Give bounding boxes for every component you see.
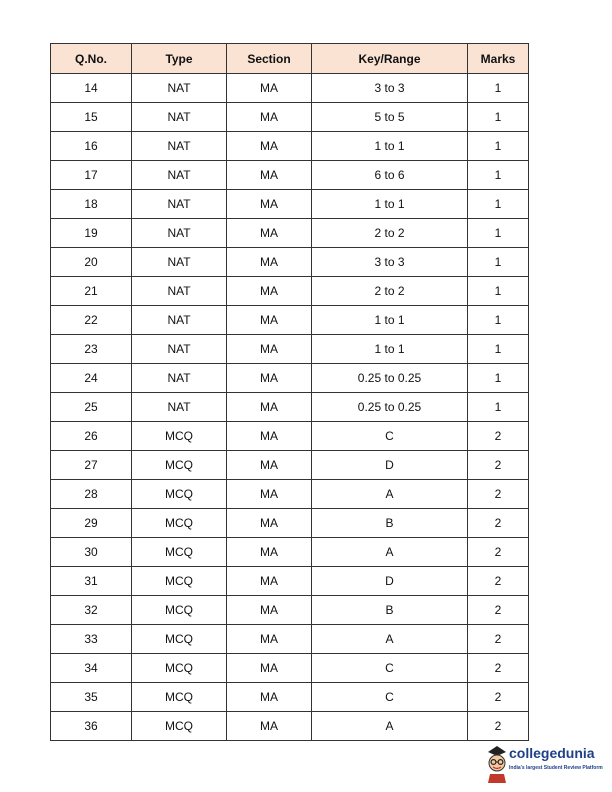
cell-key-range: C — [312, 683, 468, 712]
cell-qno: 19 — [51, 219, 132, 248]
table-row — [51, 596, 529, 625]
cell-type: MCQ — [132, 625, 227, 654]
cell-qno: 16 — [51, 132, 132, 161]
table-row — [51, 219, 529, 248]
table-row — [51, 132, 529, 161]
cell-marks: 2 — [468, 538, 529, 567]
cell-key-range: B — [312, 596, 468, 625]
cell-marks: 2 — [468, 567, 529, 596]
table-row — [51, 538, 529, 567]
cell-qno: 30 — [51, 538, 132, 567]
cell-section: MA — [227, 625, 312, 654]
cell-key-range: 1 to 1 — [312, 190, 468, 219]
cell-type: MCQ — [132, 654, 227, 683]
cell-key-range: C — [312, 422, 468, 451]
cell-marks: 1 — [468, 364, 529, 393]
table-row — [51, 190, 529, 219]
cell-type: NAT — [132, 364, 227, 393]
cell-section: MA — [227, 596, 312, 625]
cell-section: MA — [227, 509, 312, 538]
cell-qno: 33 — [51, 625, 132, 654]
cell-type: MCQ — [132, 683, 227, 712]
cell-key-range: 3 to 3 — [312, 74, 468, 103]
cell-section: MA — [227, 132, 312, 161]
cell-key-range: 0.25 to 0.25 — [312, 393, 468, 422]
cell-marks: 1 — [468, 393, 529, 422]
cell-marks: 1 — [468, 74, 529, 103]
cell-section: MA — [227, 567, 312, 596]
cell-section: MA — [227, 451, 312, 480]
cell-type: MCQ — [132, 712, 227, 741]
table-row — [51, 161, 529, 190]
header-qno: Q.No. — [51, 44, 132, 74]
table-row — [51, 480, 529, 509]
cell-key-range: 1 to 1 — [312, 306, 468, 335]
cell-type: NAT — [132, 335, 227, 364]
cell-qno: 20 — [51, 248, 132, 277]
cell-key-range: D — [312, 451, 468, 480]
cell-section: MA — [227, 219, 312, 248]
table-row — [51, 712, 529, 741]
cell-marks: 2 — [468, 683, 529, 712]
cell-type: MCQ — [132, 451, 227, 480]
cell-type: NAT — [132, 190, 227, 219]
cell-section: MA — [227, 248, 312, 277]
table-row — [51, 509, 529, 538]
cell-section: MA — [227, 538, 312, 567]
cell-qno: 35 — [51, 683, 132, 712]
cell-qno: 18 — [51, 190, 132, 219]
cell-qno: 22 — [51, 306, 132, 335]
answer-key-table — [50, 43, 529, 741]
table-row — [51, 683, 529, 712]
cell-marks: 2 — [468, 480, 529, 509]
cell-qno: 32 — [51, 596, 132, 625]
table-body — [51, 74, 529, 741]
table-row — [51, 248, 529, 277]
table-header — [51, 44, 529, 74]
cell-section: MA — [227, 335, 312, 364]
cell-key-range: 2 to 2 — [312, 277, 468, 306]
table-row — [51, 451, 529, 480]
cell-qno: 26 — [51, 422, 132, 451]
cell-marks: 2 — [468, 625, 529, 654]
cell-section: MA — [227, 190, 312, 219]
cell-section: MA — [227, 422, 312, 451]
cell-type: NAT — [132, 393, 227, 422]
cell-section: MA — [227, 683, 312, 712]
cell-type: NAT — [132, 277, 227, 306]
table-row — [51, 567, 529, 596]
brand-tagline: India's largest Student Review Platform — [509, 765, 603, 771]
cell-key-range: 1 to 1 — [312, 335, 468, 364]
cell-type: MCQ — [132, 480, 227, 509]
collegedunia-logo — [485, 743, 610, 783]
cell-qno: 31 — [51, 567, 132, 596]
table-row — [51, 625, 529, 654]
table-row — [51, 335, 529, 364]
cell-type: MCQ — [132, 509, 227, 538]
cell-marks: 1 — [468, 190, 529, 219]
cell-section: MA — [227, 306, 312, 335]
cell-key-range: D — [312, 567, 468, 596]
cell-marks: 1 — [468, 277, 529, 306]
table-row — [51, 306, 529, 335]
header-section: Section — [227, 44, 312, 74]
cell-section: MA — [227, 364, 312, 393]
cell-marks: 1 — [468, 335, 529, 364]
cell-qno: 14 — [51, 74, 132, 103]
table-row — [51, 393, 529, 422]
cell-key-range: 6 to 6 — [312, 161, 468, 190]
cell-marks: 1 — [468, 161, 529, 190]
cell-type: NAT — [132, 306, 227, 335]
cell-key-range: B — [312, 509, 468, 538]
table-row — [51, 654, 529, 683]
cell-type: NAT — [132, 219, 227, 248]
cell-marks: 2 — [468, 596, 529, 625]
header-type: Type — [132, 44, 227, 74]
cell-qno: 15 — [51, 103, 132, 132]
cell-key-range: 5 to 5 — [312, 103, 468, 132]
cell-key-range: 2 to 2 — [312, 219, 468, 248]
table-row — [51, 74, 529, 103]
cell-marks: 2 — [468, 509, 529, 538]
cell-qno: 29 — [51, 509, 132, 538]
cell-qno: 23 — [51, 335, 132, 364]
cell-type: NAT — [132, 161, 227, 190]
cell-key-range: A — [312, 480, 468, 509]
cell-section: MA — [227, 74, 312, 103]
cell-section: MA — [227, 161, 312, 190]
table-row — [51, 103, 529, 132]
cell-key-range: 1 to 1 — [312, 132, 468, 161]
table-row — [51, 364, 529, 393]
cell-type: NAT — [132, 103, 227, 132]
cell-marks: 1 — [468, 306, 529, 335]
cell-qno: 34 — [51, 654, 132, 683]
cell-key-range: 0.25 to 0.25 — [312, 364, 468, 393]
cell-key-range: 3 to 3 — [312, 248, 468, 277]
cell-marks: 2 — [468, 422, 529, 451]
cell-qno: 27 — [51, 451, 132, 480]
cell-qno: 24 — [51, 364, 132, 393]
cell-qno: 36 — [51, 712, 132, 741]
cell-key-range: A — [312, 712, 468, 741]
cell-marks: 1 — [468, 103, 529, 132]
cell-marks: 1 — [468, 248, 529, 277]
cell-section: MA — [227, 393, 312, 422]
cell-type: NAT — [132, 132, 227, 161]
cell-type: NAT — [132, 74, 227, 103]
brand-name: collegedunia — [509, 745, 595, 761]
header-marks: Marks — [468, 44, 529, 74]
cell-section: MA — [227, 480, 312, 509]
cell-marks: 1 — [468, 132, 529, 161]
header-key-range: Key/Range — [312, 44, 468, 74]
cell-type: MCQ — [132, 538, 227, 567]
cell-qno: 25 — [51, 393, 132, 422]
cell-section: MA — [227, 654, 312, 683]
cell-marks: 2 — [468, 654, 529, 683]
cell-qno: 17 — [51, 161, 132, 190]
cell-marks: 2 — [468, 451, 529, 480]
cell-section: MA — [227, 103, 312, 132]
cell-section: MA — [227, 712, 312, 741]
cell-type: MCQ — [132, 567, 227, 596]
cell-marks: 1 — [468, 219, 529, 248]
cell-type: MCQ — [132, 596, 227, 625]
table-row — [51, 277, 529, 306]
cell-key-range: A — [312, 625, 468, 654]
cell-key-range: C — [312, 654, 468, 683]
cell-qno: 28 — [51, 480, 132, 509]
cell-marks: 2 — [468, 712, 529, 741]
table-row — [51, 422, 529, 451]
header-row — [51, 44, 529, 74]
cell-type: NAT — [132, 248, 227, 277]
cell-section: MA — [227, 277, 312, 306]
cell-qno: 21 — [51, 277, 132, 306]
cell-type: MCQ — [132, 422, 227, 451]
cell-key-range: A — [312, 538, 468, 567]
student-mascot-icon — [485, 743, 509, 783]
